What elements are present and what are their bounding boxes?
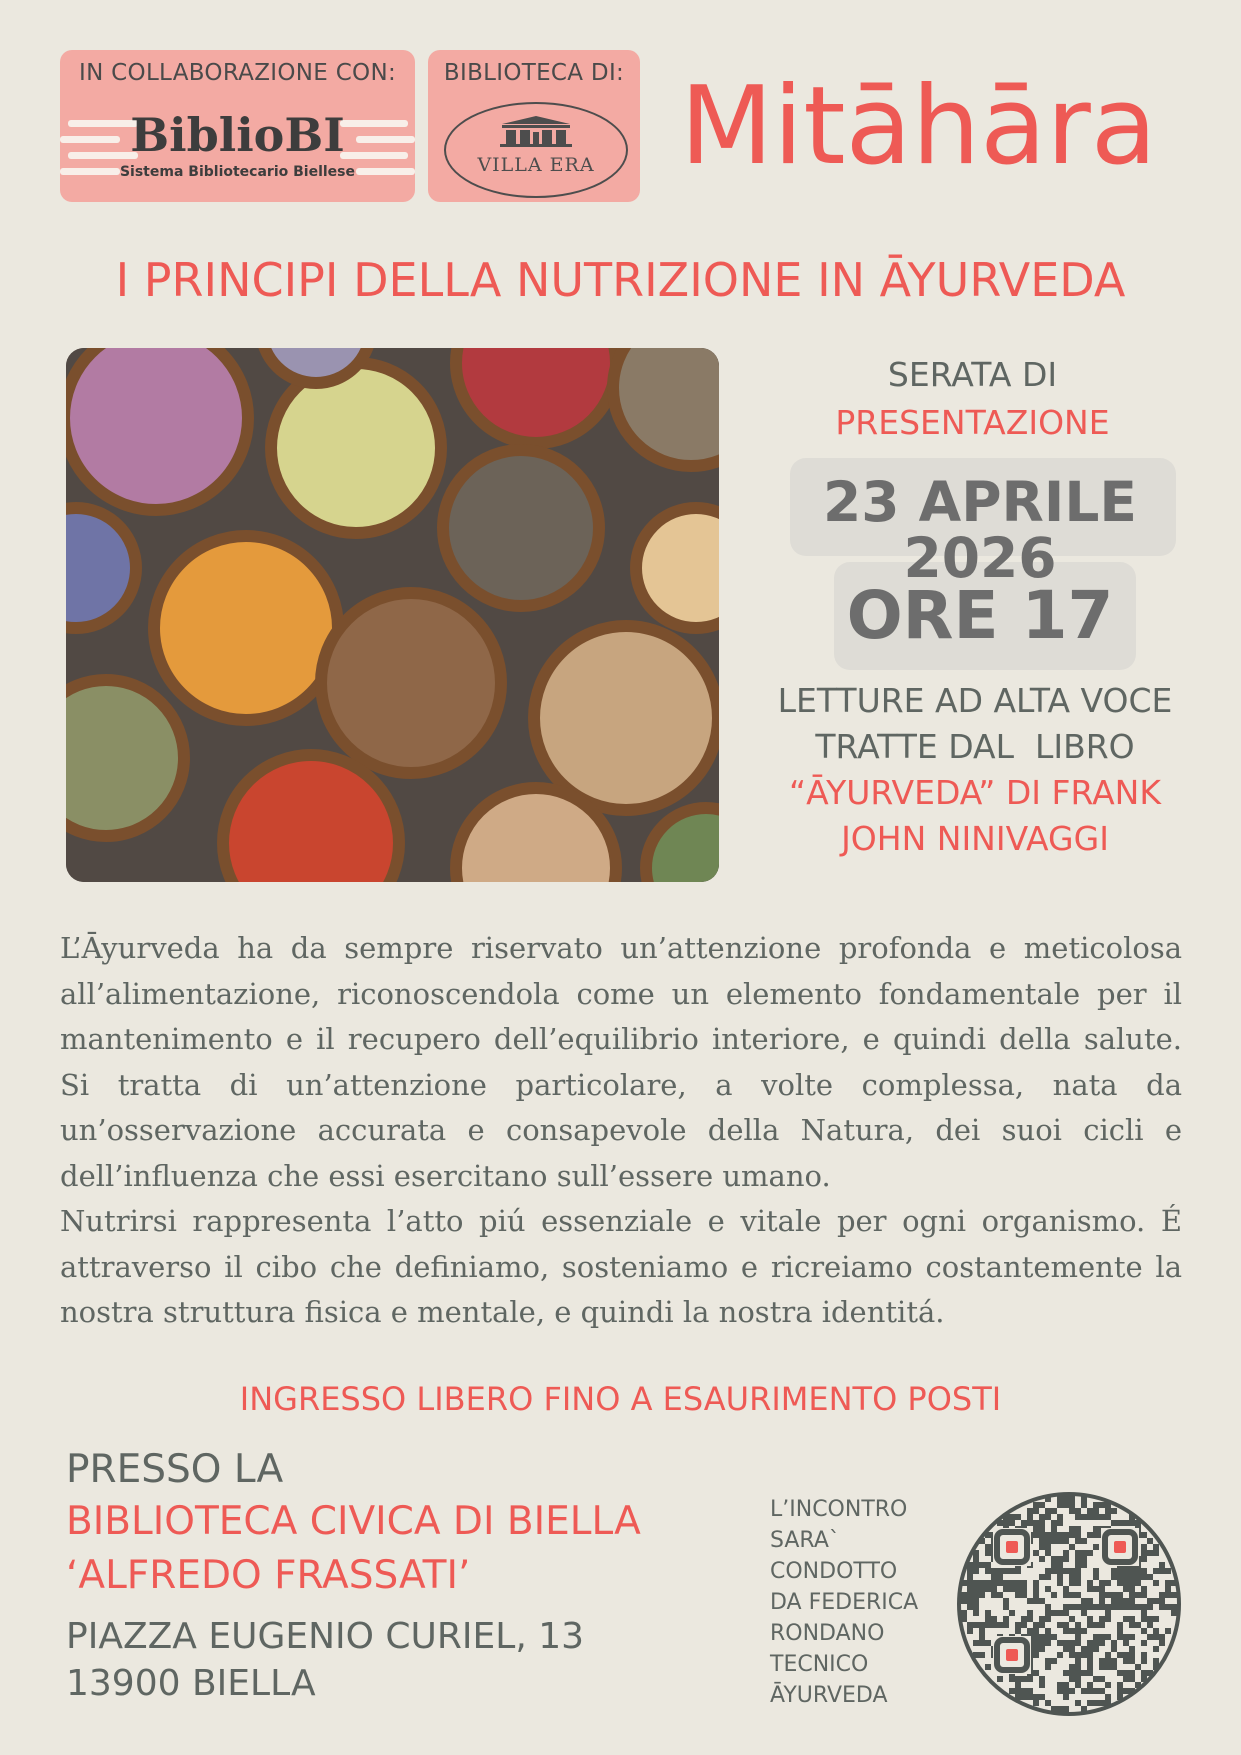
bibliobi-logo-subtitle: Sistema Bibliotecario Biellese (119, 164, 356, 180)
qr-code-pattern (955, 1490, 1183, 1718)
host-line: TECNICO (770, 1652, 869, 1677)
description-text (60, 926, 1182, 1336)
host-line: L’INCONTRO (770, 1497, 908, 1522)
page-title: Mitāhāra (680, 64, 1157, 189)
villa-era-logo (444, 102, 628, 198)
event-year: 2026 (903, 526, 1057, 590)
book-line-1: “ĀYURVEDA” DI FRANK (789, 773, 1161, 812)
page-subtitle: I PRINCIPI DELLA NUTRIZIONE IN ĀYURVEDA (115, 253, 1126, 307)
description-paragraph-2: Nutrirsi rappresenta l’atto piú essenziale e vitale per ogni organismo. É attraverso il cibo che definiamo, sosteniamo e ricreiamo costantemente la nostra struttura fisica e mentale, e quindi la nostra identitá. (60, 1204, 1182, 1329)
host-info (770, 1494, 940, 1711)
event-label-serata: SERATA DI (887, 355, 1058, 394)
spice-bowls-photo (66, 348, 719, 882)
library-label: BIBLIOTECA DI: (443, 60, 625, 86)
description-paragraph-1: L’Āyurveda ha da sempre riservato un’attenzione profonda e meticolosa all’alimentazione, riconoscendola come un elemento fondamentale per il mantenimento e il recupero dell’equilibrio interiore, e quindi della salute. Si tratta di un’attenzione particolare, a volte complessa, nata da un’osservazione accurata e consapevole della Natura, dei suoi cicli e dell’influenza che essi esercitano sull’essere umano. (60, 931, 1182, 1193)
venue-library-name: BIBLIOTECA CIVICA DI BIELLA (66, 1499, 641, 1544)
event-time: ORE 17 (846, 577, 1114, 654)
qr-code[interactable] (955, 1490, 1183, 1718)
venue-presso: PRESSO LA (66, 1447, 284, 1492)
collaboration-badge (60, 50, 415, 202)
readings-line-2: TRATTE DAL LIBRO (815, 727, 1135, 766)
bibliobi-logo-name: BiblioBI (130, 108, 345, 162)
admission-note: INGRESSO LIBERO FINO A ESAURIMENTO POSTI (239, 1380, 1002, 1418)
venue-library-dedication: ‘ALFREDO FRASSATI’ (66, 1553, 471, 1598)
host-line: CONDOTTO (770, 1559, 898, 1584)
venue-address-street: PIAZZA EUGENIO CURIEL, 13 (66, 1616, 585, 1657)
villa-era-logo-name: VILLA ERA (477, 154, 595, 176)
event-label-presentazione: PRESENTAZIONE (835, 403, 1110, 442)
host-line: ĀYURVEDA (770, 1683, 888, 1708)
host-line: DA FEDERICA (770, 1590, 919, 1615)
host-line: SARA` (770, 1528, 840, 1553)
collaboration-label: IN COLLABORAZIONE CON: (78, 60, 397, 86)
bibliobi-logo (60, 102, 415, 197)
library-badge (428, 50, 640, 202)
book-line-2: JOHN NINIVAGGI (841, 819, 1109, 858)
readings-line-1: LETTURE AD ALTA VOCE (777, 681, 1173, 720)
villa-building-icon (496, 114, 576, 148)
host-line: RONDANO (770, 1621, 885, 1646)
venue-address-city: 13900 BIELLA (66, 1663, 316, 1704)
event-date: 23 APRILE (823, 470, 1137, 534)
